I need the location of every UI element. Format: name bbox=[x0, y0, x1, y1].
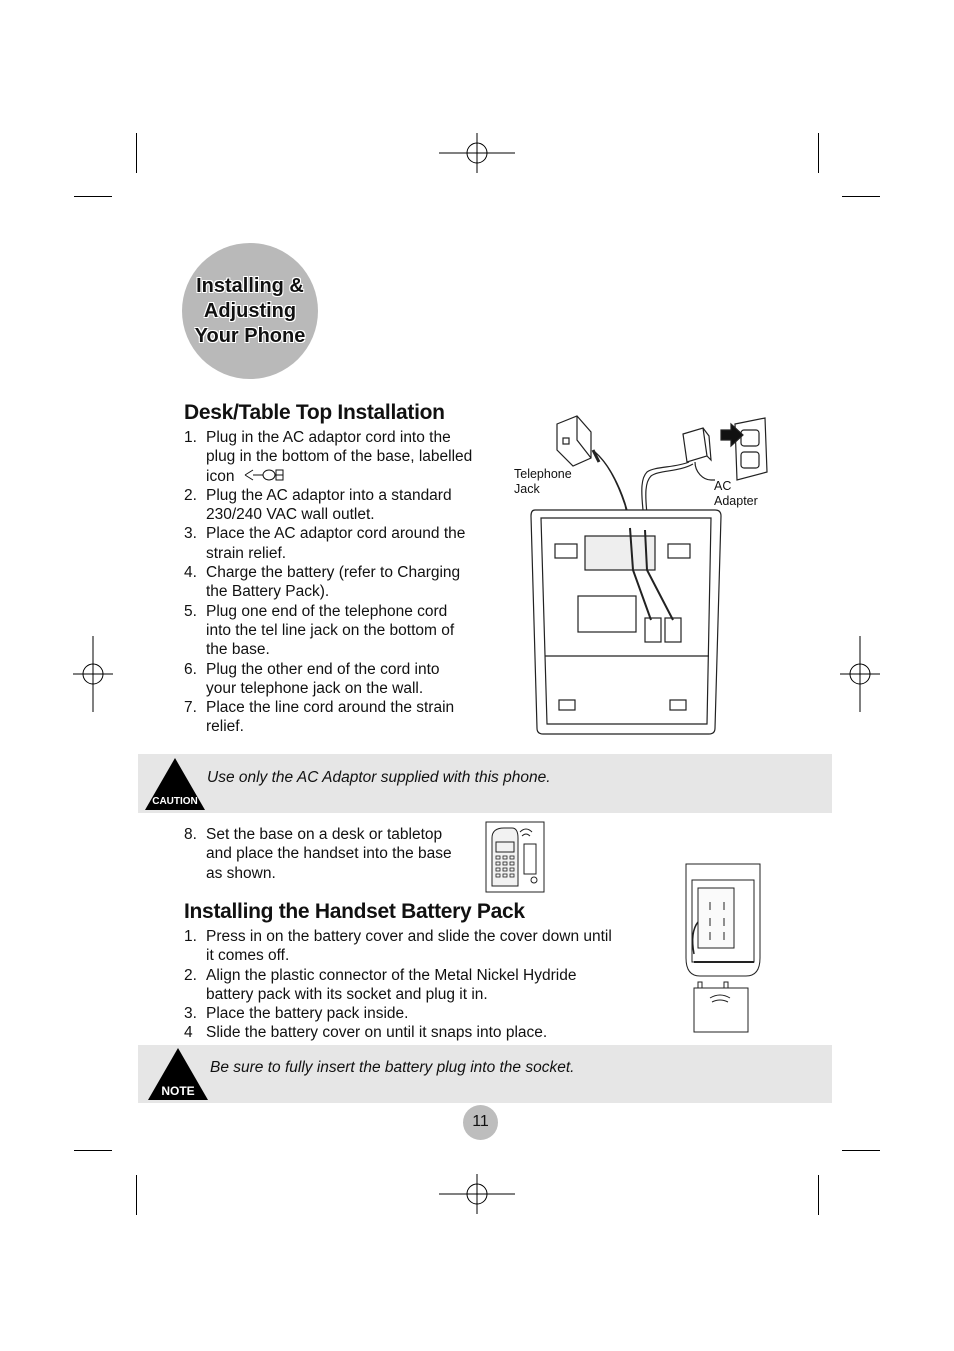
step-line: Slide the battery cover on until it snaps into place. bbox=[206, 1024, 548, 1042]
step-line: Plug the AC adaptor into a standard bbox=[206, 486, 452, 504]
step-line: and place the handset into the base bbox=[206, 845, 452, 863]
list-item bbox=[184, 927, 644, 966]
step-line: Charge the battery (refer to Charging bbox=[206, 564, 461, 582]
section-badge bbox=[182, 243, 318, 379]
step-number: 6. bbox=[184, 660, 197, 678]
step-line: strain relief. bbox=[206, 544, 287, 562]
handset-in-base-illustration bbox=[484, 820, 546, 894]
list-item bbox=[184, 825, 484, 883]
step-line: battery pack with its socket and plug it in. bbox=[206, 985, 488, 1003]
list-item bbox=[184, 660, 504, 699]
list-item bbox=[184, 602, 504, 660]
step-number: 1. bbox=[184, 429, 197, 446]
desk-steps-list bbox=[184, 428, 504, 737]
section-badge-line: Installing & bbox=[196, 274, 304, 297]
step-number: 1. bbox=[184, 928, 197, 945]
step-line: as shown. bbox=[206, 864, 276, 882]
step-number: 8. bbox=[184, 826, 197, 843]
step-number: 5. bbox=[184, 602, 197, 620]
desk-section-title: Desk/Table Top Installation bbox=[184, 401, 445, 424]
step-line: Plug in the AC adaptor cord into the bbox=[206, 429, 451, 446]
step-number: 4 bbox=[184, 1024, 193, 1042]
telephone-jack-label: Telephone Jack bbox=[514, 467, 572, 496]
step-number: 7. bbox=[184, 699, 197, 717]
step-line: it comes off. bbox=[206, 947, 290, 965]
ac-adapter-label: AC Adapter bbox=[714, 479, 758, 508]
step-line: icon bbox=[206, 467, 235, 485]
step-line: Align the plastic connector of the Metal Nickel Hydride bbox=[206, 966, 577, 984]
list-item bbox=[184, 524, 504, 563]
power-plug-icon bbox=[243, 467, 287, 483]
step-line: your telephone jack on the wall. bbox=[206, 679, 424, 697]
battery-steps-list bbox=[184, 927, 644, 1043]
step-number: 4. bbox=[184, 564, 197, 582]
step-line: Press in on the battery cover and slide the cover down until bbox=[206, 928, 612, 945]
step-number: 2. bbox=[184, 486, 197, 504]
note-text: Be sure to fully insert the battery plug into the socket. bbox=[210, 1059, 575, 1076]
list-item bbox=[184, 563, 504, 602]
battery-section-title: Installing the Handset Battery Pack bbox=[184, 900, 525, 923]
step-line: Set the base on a desk or tabletop bbox=[206, 826, 443, 843]
step-line: the Battery Pack). bbox=[206, 583, 330, 601]
step-line: into the tel line jack on the bottom of bbox=[206, 621, 455, 639]
step-line: Plug one end of the telephone cord bbox=[206, 602, 448, 620]
step-number: 2. bbox=[184, 966, 197, 984]
base-installation-diagram bbox=[525, 410, 775, 740]
step-line: 230/240 VAC wall outlet. bbox=[206, 506, 375, 524]
list-item bbox=[184, 698, 504, 737]
list-item bbox=[184, 486, 504, 525]
step-line: Plug the other end of the cord into bbox=[206, 660, 440, 678]
step-line: Place the AC adaptor cord around the bbox=[206, 525, 466, 543]
step8-list bbox=[184, 825, 484, 883]
note-badge-label: NOTE bbox=[161, 1084, 195, 1098]
step-number: 3. bbox=[184, 1005, 197, 1023]
section-badge-line: Your Phone bbox=[194, 324, 306, 347]
step-line: relief. bbox=[206, 718, 244, 736]
step-line: plug in the bottom of the base, labelled bbox=[206, 448, 473, 466]
list-item bbox=[184, 1023, 644, 1042]
caution-badge-label: CAUTION bbox=[152, 796, 198, 807]
step-line: Place the battery pack inside. bbox=[206, 1005, 409, 1023]
step-number: 3. bbox=[184, 525, 197, 543]
list-item bbox=[184, 1004, 644, 1023]
list-item bbox=[184, 966, 644, 1005]
battery-compartment-illustration bbox=[684, 862, 766, 1034]
page-number: 11 bbox=[463, 1105, 498, 1140]
caution-text: Use only the AC Adaptor supplied with this phone. bbox=[207, 769, 551, 786]
step-line: the base. bbox=[206, 641, 270, 659]
list-item bbox=[184, 428, 504, 486]
section-badge-line: Adjusting bbox=[203, 299, 297, 322]
step-line: Place the line cord around the strain bbox=[206, 699, 455, 717]
